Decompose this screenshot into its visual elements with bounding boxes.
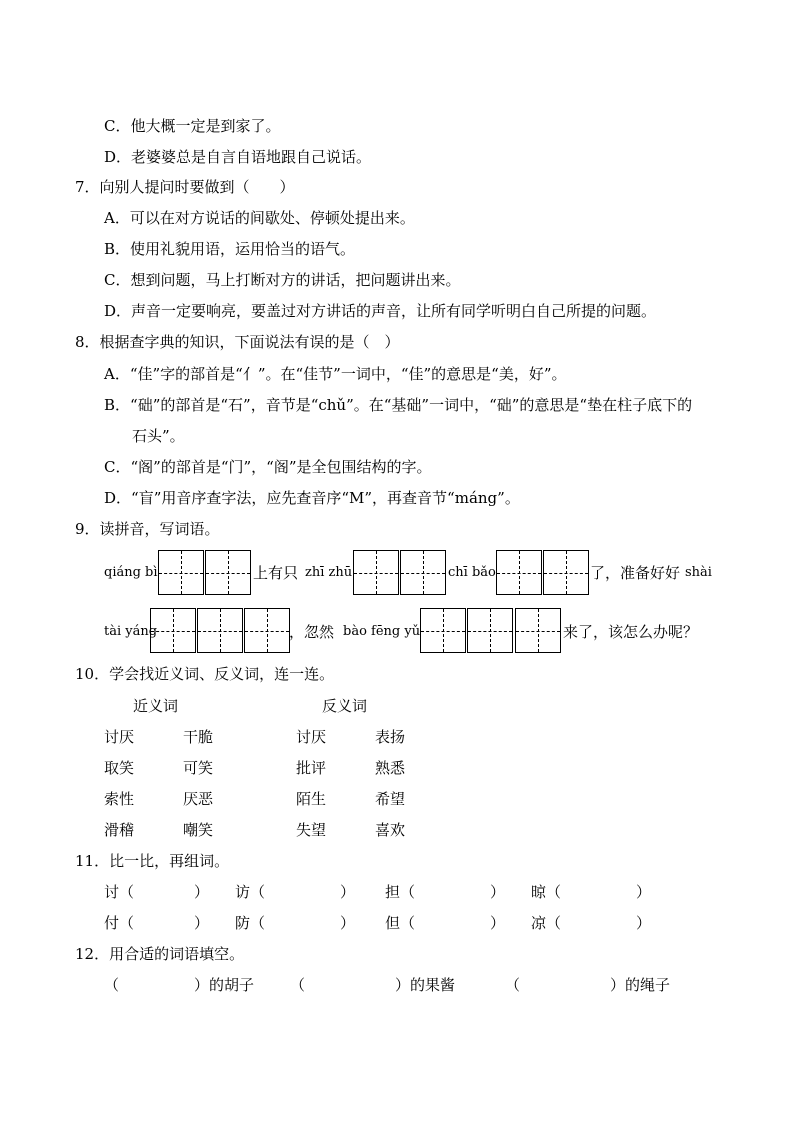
q6-option-d: D．老婆婆总是自言自语地跟自己说话。	[104, 148, 372, 166]
syn-right-word[interactable]: 干脆	[183, 728, 214, 746]
writing-grid-box[interactable]	[197, 608, 243, 653]
pinyin-shai: shài	[685, 565, 712, 580]
q12-question: 12．用合适的词语填空。	[75, 945, 245, 963]
writing-grid-box[interactable]	[543, 550, 589, 595]
q9-row1-text1: 上有只	[253, 564, 299, 582]
q9-row2-text2: 来了，该怎么办呢？	[563, 623, 699, 641]
q7-option-d: D．声音一定要响亮，要盖过对方讲话的声音，让所有同学听明白自己所提的问题。	[104, 302, 657, 320]
q10-question: 10．学会找近义词、反义词，连一连。	[75, 665, 335, 683]
q12-item[interactable]: （ ）的绳子	[505, 976, 671, 994]
writing-grid-box[interactable]	[467, 608, 513, 653]
q12-item[interactable]: （ ）的果酱	[290, 976, 456, 994]
syn-left-word[interactable]: 取笑	[104, 759, 135, 777]
writing-grid-box[interactable]	[205, 550, 251, 595]
q11-item[interactable]: 讨（ ）	[104, 883, 210, 901]
pinyin-qiang-bi: qiáng bì	[104, 565, 158, 580]
pinyin-chi-bao: chī bǎo	[448, 565, 496, 580]
syn-right-word[interactable]: 厌恶	[183, 790, 214, 808]
q9-question: 9．读拼音，写词语。	[75, 520, 220, 538]
syn-right-word[interactable]: 嘲笑	[183, 821, 214, 839]
ant-left-word[interactable]: 批评	[296, 759, 327, 777]
q8-option-d: D．“盲”用音序查字法，应先查音序“M”，再查音节“máng”。	[104, 489, 520, 507]
q8-option-c: C．“阁”的部首是“门”，“阁”是全包围结构的字。	[104, 458, 432, 476]
writing-grid-box[interactable]	[400, 550, 446, 595]
syn-left-word[interactable]: 索性	[104, 790, 135, 808]
q11-item[interactable]: 凉（ ）	[531, 914, 652, 932]
synonym-header: 近义词	[133, 697, 179, 715]
q11-item[interactable]: 防（ ）	[235, 914, 356, 932]
q11-question: 11．比一比，再组词。	[75, 852, 230, 870]
syn-right-word[interactable]: 可笑	[183, 759, 214, 777]
ant-left-word[interactable]: 失望	[296, 821, 327, 839]
q7-question: 7．向别人提问时要做到（ ）	[75, 178, 295, 196]
q9-row1-text2: 了，准备好好	[590, 564, 681, 582]
syn-left-word[interactable]: 滑稽	[104, 821, 135, 839]
q8-option-b-cont: 石头”。	[132, 427, 185, 445]
pinyin-bao-feng-yu: bào fēng yǔ	[343, 624, 421, 639]
ant-left-word[interactable]: 讨厌	[296, 728, 327, 746]
writing-grid-box[interactable]	[244, 608, 290, 653]
pinyin-tai-yang: tài yáng	[104, 624, 158, 639]
ant-left-word[interactable]: 陌生	[296, 790, 327, 808]
pinyin-zhi-zhu: zhī zhū	[305, 565, 353, 580]
writing-grid-box[interactable]	[420, 608, 466, 653]
q11-item[interactable]: 但（ ）	[385, 914, 506, 932]
q8-question: 8．根据查字典的知识，下面说法有误的是（ ）	[75, 333, 400, 351]
writing-grid-box[interactable]	[158, 550, 204, 595]
q11-item[interactable]: 访（ ）	[235, 883, 356, 901]
writing-grid-box[interactable]	[515, 608, 561, 653]
q6-option-c: C．他大概一定是到家了。	[104, 117, 281, 135]
q12-item[interactable]: （ ）的胡子	[104, 976, 255, 994]
q7-option-c: C．想到问题，马上打断对方的讲话，把问题讲出来。	[104, 271, 461, 289]
writing-grid-box[interactable]	[353, 550, 399, 595]
antonym-header: 反义词	[322, 697, 368, 715]
q9-row2-text1: ，忽然	[289, 623, 335, 641]
q7-option-b: B．使用礼貌用语，运用恰当的语气。	[104, 240, 356, 258]
syn-left-word[interactable]: 讨厌	[104, 728, 135, 746]
q7-option-a: A．可以在对方说话的间歇处、停顿处提出来。	[104, 209, 415, 227]
q8-option-a: A．“佳”字的部首是“亻”。在“佳节”一词中，“佳”的意思是“美，好”。	[104, 365, 567, 383]
ant-right-word[interactable]: 表扬	[375, 728, 406, 746]
ant-right-word[interactable]: 熟悉	[375, 759, 406, 777]
q8-option-b: B．“础”的部首是“石”，音节是“chǔ”。在“基础”一词中，“础”的意思是“垫在柱子底下的	[104, 396, 693, 414]
q11-item[interactable]: 晾（ ）	[531, 883, 652, 901]
q11-item[interactable]: 付（ ）	[104, 914, 210, 932]
writing-grid-box[interactable]	[496, 550, 542, 595]
ant-right-word[interactable]: 希望	[375, 790, 406, 808]
q11-item[interactable]: 担（ ）	[385, 883, 506, 901]
ant-right-word[interactable]: 喜欢	[375, 821, 406, 839]
writing-grid-box[interactable]	[150, 608, 196, 653]
